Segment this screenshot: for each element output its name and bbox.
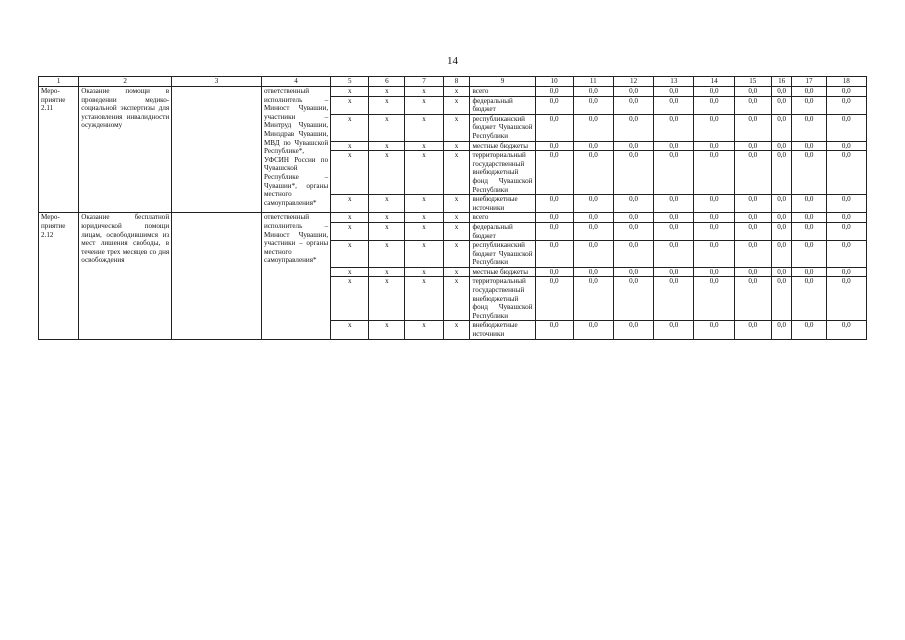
value-cell: 0,0 [826,277,866,321]
value-cell: 0,0 [535,222,573,240]
value-cell: 0,0 [573,141,613,151]
event-name-cell: Оказание бесплатной юридической помощи лицам, освободившимся из мест лишения свободы, в течение трех месяцев со дня освобождения [79,213,172,339]
value-cell: 0,0 [771,87,792,97]
value-cell: 0,0 [734,151,771,195]
column-header: 10 [535,77,573,87]
marker-cell: x [443,213,470,223]
marker-cell: x [443,141,470,151]
executors-cell: ответственный исполнитель – Минюст Чувашии, участники – Минтруд Чувашии, Минздрав Чувашии, МВД по Чувашской Республике*, УФСИН России по Чувашской Республике – Чувашии*, органы местного самоуправления* [261,87,330,213]
value-cell: 0,0 [792,321,826,339]
value-cell: 0,0 [826,267,866,277]
marker-cell: x [369,213,405,223]
event-name-cell: Оказание помощи в проведении медико-социальной экспертизы для установления инвалидности осужденному [79,87,172,213]
funding-source-cell: территориальный государственный внебюджетный фонд Чувашской Республики [470,277,535,321]
column-header: 1 [39,77,79,87]
value-cell: 0,0 [535,195,573,213]
marker-cell: x [405,96,443,114]
value-cell: 0,0 [573,96,613,114]
funding-source-cell: федеральный бюджет [470,222,535,240]
value-cell: 0,0 [826,87,866,97]
value-cell: 0,0 [734,321,771,339]
marker-cell: x [443,96,470,114]
value-cell: 0,0 [573,222,613,240]
funding-source-cell: всего [470,213,535,223]
column-header: 8 [443,77,470,87]
value-cell: 0,0 [694,151,734,195]
marker-cell: x [443,151,470,195]
marker-cell: x [443,195,470,213]
marker-cell: x [405,87,443,97]
value-cell: 0,0 [613,96,653,114]
column-header: 2 [79,77,172,87]
value-cell: 0,0 [771,151,792,195]
value-cell: 0,0 [535,321,573,339]
column-header: 7 [405,77,443,87]
event-code-cell: Меро-приятие 2.12 [39,213,79,339]
value-cell: 0,0 [792,241,826,268]
value-cell: 0,0 [771,222,792,240]
value-cell: 0,0 [694,213,734,223]
value-cell: 0,0 [654,213,694,223]
column-header: 17 [792,77,826,87]
value-cell: 0,0 [734,96,771,114]
column-3-cell [172,213,262,339]
value-cell: 0,0 [771,241,792,268]
value-cell: 0,0 [792,267,826,277]
value-cell: 0,0 [694,195,734,213]
marker-cell: x [331,277,369,321]
value-cell: 0,0 [694,241,734,268]
marker-cell: x [331,222,369,240]
value-cell: 0,0 [535,151,573,195]
value-cell: 0,0 [694,141,734,151]
value-cell: 0,0 [535,241,573,268]
funding-source-cell: местные бюджеты [470,141,535,151]
value-cell: 0,0 [573,151,613,195]
column-3-cell [172,87,262,213]
value-cell: 0,0 [694,96,734,114]
marker-cell: x [331,114,369,141]
value-cell: 0,0 [573,267,613,277]
value-cell: 0,0 [613,151,653,195]
value-cell: 0,0 [792,96,826,114]
value-cell: 0,0 [694,222,734,240]
value-cell: 0,0 [826,151,866,195]
value-cell: 0,0 [792,151,826,195]
value-cell: 0,0 [771,141,792,151]
marker-cell: x [331,213,369,223]
marker-cell: x [331,195,369,213]
column-header: 14 [694,77,734,87]
marker-cell: x [331,87,369,97]
value-cell: 0,0 [613,277,653,321]
marker-cell: x [331,267,369,277]
column-header: 9 [470,77,535,87]
value-cell: 0,0 [613,267,653,277]
funding-source-cell: внебюджетные источники [470,321,535,339]
marker-cell: x [405,114,443,141]
marker-cell: x [405,267,443,277]
marker-cell: x [443,321,470,339]
value-cell: 0,0 [613,141,653,151]
column-header: 13 [654,77,694,87]
value-cell: 0,0 [771,321,792,339]
value-cell: 0,0 [535,96,573,114]
marker-cell: x [369,267,405,277]
column-header: 4 [261,77,330,87]
marker-cell: x [405,222,443,240]
value-cell: 0,0 [694,114,734,141]
value-cell: 0,0 [771,213,792,223]
value-cell: 0,0 [792,114,826,141]
column-header: 3 [172,77,262,87]
value-cell: 0,0 [654,241,694,268]
marker-cell: x [369,277,405,321]
marker-cell: x [369,195,405,213]
funding-source-cell: республиканский бюджет Чувашской Республики [470,114,535,141]
value-cell: 0,0 [654,267,694,277]
value-cell: 0,0 [573,241,613,268]
value-cell: 0,0 [734,87,771,97]
value-cell: 0,0 [613,321,653,339]
value-cell: 0,0 [654,321,694,339]
marker-cell: x [405,321,443,339]
value-cell: 0,0 [613,195,653,213]
value-cell: 0,0 [613,213,653,223]
value-cell: 0,0 [826,213,866,223]
marker-cell: x [443,222,470,240]
funding-source-cell: внебюджетные источники [470,195,535,213]
value-cell: 0,0 [654,222,694,240]
column-header: 12 [613,77,653,87]
marker-cell: x [443,267,470,277]
value-cell: 0,0 [535,277,573,321]
value-cell: 0,0 [826,114,866,141]
value-cell: 0,0 [654,87,694,97]
column-header: 11 [573,77,613,87]
marker-cell: x [443,87,470,97]
marker-cell: x [331,96,369,114]
marker-cell: x [331,151,369,195]
value-cell: 0,0 [771,195,792,213]
marker-cell: x [369,96,405,114]
value-cell: 0,0 [792,195,826,213]
value-cell: 0,0 [535,213,573,223]
value-cell: 0,0 [771,267,792,277]
value-cell: 0,0 [654,96,694,114]
value-cell: 0,0 [573,213,613,223]
value-cell: 0,0 [613,241,653,268]
marker-cell: x [443,277,470,321]
funding-source-cell: местные бюджеты [470,267,535,277]
marker-cell: x [443,241,470,268]
table-row [39,213,867,223]
value-cell: 0,0 [826,96,866,114]
marker-cell: x [405,151,443,195]
value-cell: 0,0 [573,321,613,339]
page-number: 14 [447,55,458,67]
marker-cell: x [405,141,443,151]
value-cell: 0,0 [694,87,734,97]
value-cell: 0,0 [734,195,771,213]
value-cell: 0,0 [654,151,694,195]
column-header: 5 [331,77,369,87]
marker-cell: x [369,114,405,141]
value-cell: 0,0 [535,141,573,151]
value-cell: 0,0 [771,96,792,114]
value-cell: 0,0 [826,241,866,268]
value-cell: 0,0 [734,213,771,223]
value-cell: 0,0 [654,195,694,213]
value-cell: 0,0 [654,114,694,141]
value-cell: 0,0 [792,141,826,151]
marker-cell: x [443,114,470,141]
value-cell: 0,0 [792,222,826,240]
executors-cell: ответственный исполнитель – Минюст Чувашии, участники – органы местного самоуправления* [261,213,330,339]
value-cell: 0,0 [654,141,694,151]
column-header: 6 [369,77,405,87]
value-cell: 0,0 [613,114,653,141]
value-cell: 0,0 [771,277,792,321]
table-row [39,87,867,97]
value-cell: 0,0 [535,87,573,97]
value-cell: 0,0 [535,267,573,277]
funding-source-cell: федеральный бюджет [470,96,535,114]
funding-source-cell: республиканский бюджет Чувашской Республики [470,241,535,268]
value-cell: 0,0 [826,195,866,213]
value-cell: 0,0 [792,87,826,97]
value-cell: 0,0 [694,277,734,321]
marker-cell: x [405,241,443,268]
marker-cell: x [369,321,405,339]
value-cell: 0,0 [734,277,771,321]
value-cell: 0,0 [792,213,826,223]
marker-cell: x [369,151,405,195]
value-cell: 0,0 [792,277,826,321]
column-header: 16 [771,77,792,87]
value-cell: 0,0 [734,222,771,240]
event-code-cell: Меро-приятие 2.11 [39,87,79,213]
value-cell: 0,0 [573,195,613,213]
value-cell: 0,0 [573,277,613,321]
marker-cell: x [405,277,443,321]
marker-cell: x [331,141,369,151]
value-cell: 0,0 [771,114,792,141]
value-cell: 0,0 [535,114,573,141]
value-cell: 0,0 [734,267,771,277]
value-cell: 0,0 [573,87,613,97]
marker-cell: x [369,87,405,97]
column-header: 15 [734,77,771,87]
marker-cell: x [331,241,369,268]
funding-source-cell: территориальный государственный внебюджетный фонд Чувашской Республики [470,151,535,195]
value-cell: 0,0 [734,141,771,151]
marker-cell: x [331,321,369,339]
value-cell: 0,0 [734,114,771,141]
value-cell: 0,0 [573,114,613,141]
header-row [39,77,867,87]
value-cell: 0,0 [826,321,866,339]
value-cell: 0,0 [734,241,771,268]
marker-cell: x [369,222,405,240]
value-cell: 0,0 [613,222,653,240]
marker-cell: x [369,141,405,151]
value-cell: 0,0 [826,222,866,240]
marker-cell: x [405,213,443,223]
marker-cell: x [405,195,443,213]
budget-table [38,76,867,340]
value-cell: 0,0 [694,321,734,339]
column-header: 18 [826,77,866,87]
value-cell: 0,0 [613,87,653,97]
funding-source-cell: всего [470,87,535,97]
marker-cell: x [369,241,405,268]
value-cell: 0,0 [654,277,694,321]
value-cell: 0,0 [826,141,866,151]
value-cell: 0,0 [694,267,734,277]
